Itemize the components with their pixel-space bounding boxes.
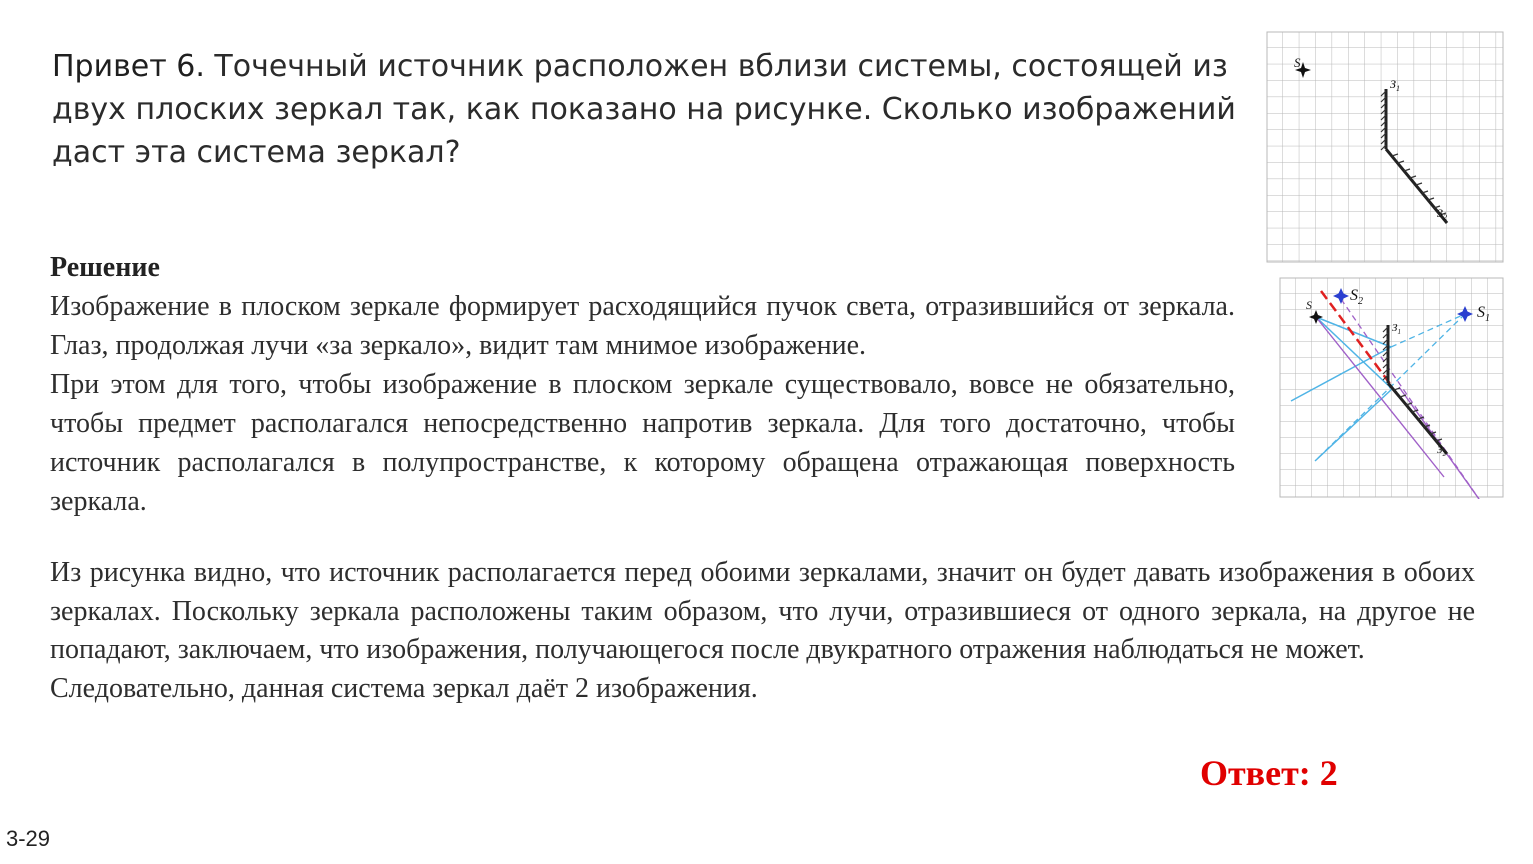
figure-mirrors-grid: [1266, 31, 1504, 263]
image-s1-label: $S_1$: [1477, 304, 1490, 324]
mirror-1-label: $З_1$: [1390, 77, 1400, 93]
source-label: S: [1294, 55, 1301, 70]
problem-number: Привет 6.: [52, 49, 205, 84]
answer: Ответ: 2: [1200, 753, 1338, 793]
solution-paragraph-1: Изображение в плоском зеркале формирует расходящийся пучок света, отразившийся от зеркала. Глаз, продолжая лучи «за зеркало», видит там мнимое изображение.: [50, 291, 1235, 361]
problem-text: Точечный источник расположен вблизи системы, состоящей из двух плоских зеркал так, как показано на рисунке. Сколько изображений даст эта система зеркал?: [52, 49, 1236, 170]
image-s2-label: $S_2$: [1350, 287, 1363, 307]
solution-title: Решение: [50, 252, 160, 283]
mirror-2-label: $З_2$: [1437, 444, 1446, 458]
mirror-1-label: $З_1$: [1392, 322, 1401, 336]
solution-paragraph-2: При этом для того, чтобы изображение в плоском зеркале существовало, вовсе не обязательно, чтобы предмет располагался непосредственно напротив зеркала. Для того достаточно, чтобы источник располагался в полупространстве, к которому обращена отражающая поверхность зеркала.: [50, 369, 1235, 517]
solution-conclusion: [50, 554, 1475, 708]
mirror-2-label: $З_2$: [1437, 206, 1447, 222]
source-label: S: [1306, 298, 1312, 312]
slide-number: 3-29: [6, 826, 51, 851]
problem-statement: [52, 45, 1247, 174]
solution-explanation: [50, 287, 1235, 521]
solution-paragraph-3: Из рисунка видно, что источник располагается перед обоими зеркалами, значит он будет давать изображения в обоих зеркалах. Поскольку зеркала расположены таким образом, что лучи, отразившиеся от одного зеркала, на другое не попадают, заключаем, что изображения, получающегося после двукратного отражения наблюдаться не может.: [50, 557, 1475, 665]
solution-paragraph-4: Следовательно, данная система зеркал даёт 2 изображения.: [50, 672, 758, 704]
figure-ray-construction: [1279, 277, 1504, 499]
